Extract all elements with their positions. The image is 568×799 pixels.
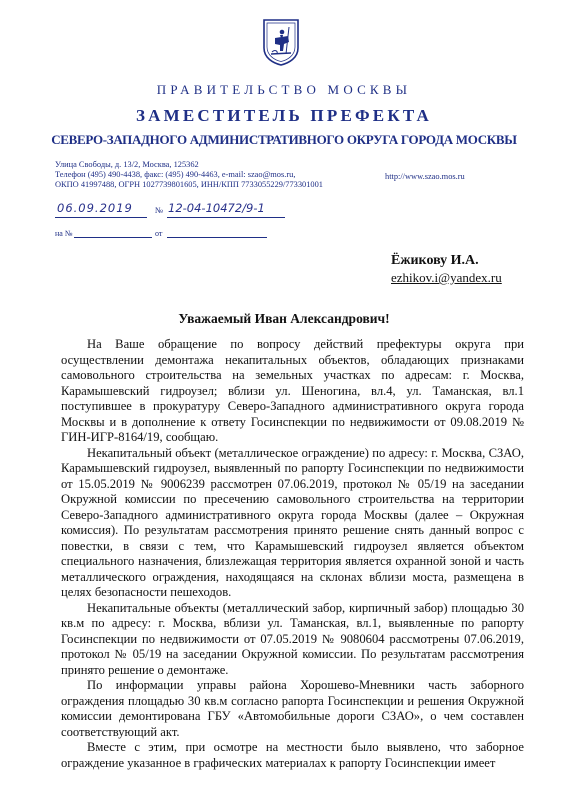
- outgoing-reference: [55, 201, 285, 219]
- contact-line: Телефон (495) 490-4438, факс: (495) 490-4463, e-mail: szao@mos.ru,: [55, 170, 296, 179]
- number-underline: [167, 217, 285, 218]
- handwritten-date: 06.09.2019: [57, 201, 133, 215]
- in-reply-label: на №: [55, 229, 73, 238]
- body-paragraph: Вместе с этим, при осмотре на местности было выявлено, что заборное ограждение указанное в графических материалах к рапорту Госинспекции имеет: [61, 740, 524, 770]
- incoming-reference: [55, 229, 285, 241]
- recipient-name: Ёжикову И.А.: [391, 253, 479, 268]
- date-underline: [55, 217, 147, 218]
- deputy-title: ЗАМЕСТИТЕЛЬ ПРЕФЕКТА: [135, 106, 433, 125]
- body-paragraph: По информации управы района Хорошево-Мневники часть заборного ограждения площадью 30 кв.м согласно рапорта Госинспекции и решения Окружной комиссии демонтирована ГБУ «Автомобильные дороги СЗАО», о чем составлен соответствующий акт.: [61, 678, 524, 739]
- salutation: Уважаемый Иван Александрович!: [178, 311, 390, 326]
- website-link[interactable]: http://www.szao.mos.ru: [385, 172, 465, 181]
- body-paragraph: Некапитальный объект (металлическое ограждение) по адресу: г. Москва, СЗАО, Карамышевский гидроузел, выявленный по рапорту Госинспекции по недвижимости от 15.05.2019 № 9006239 рассмотрен 07.06.2019, протокол № 05/19 на заседании Окружной комиссии по пресечению самовольного строительства на территории Северо-Западного административного округа города Москвы (далее – Окружная комиссия). По результатам рассмотрения принято решение снять данный вопрос с повестки, в связи с тем, что Карамышевский гидроузел является объектом специального назначения, близлежащая территория является охранной зоной и часть металлического ограждения, находящаяся на склонах вблизи моста, размещена в целях безопасности пешеходов.: [61, 445, 524, 599]
- district-title: СЕВЕРО-ЗАПАДНОГО АДМИНИСТРАТИВНОГО ОКРУГА ГОРОДА МОСКВЫ: [51, 132, 517, 147]
- from-label: от: [155, 229, 163, 238]
- body-paragraph: Некапитальные объекты (металлический забор, кирпичный забор) площадью 30 кв.м по адресу: г. Москва, вблизи ул. Таманская, вл.1, выявленные по рапорту Госинспекции по недвижимости от 07.05.2019 № 9080604 рассмотрены 07.06.2019, протокол № 05/19 на заседании Окружной комиссии. По результатам рассмотрения принято решение о демонтаже.: [61, 600, 524, 677]
- handwritten-number: 12-04-10472/9-1: [168, 201, 265, 215]
- government-title: ПРАВИТЕЛЬСТВО МОСКВЫ: [156, 82, 412, 97]
- address-line: Улица Свободы, д. 13/2, Москва, 125362: [55, 160, 199, 169]
- letter-body: [61, 337, 524, 771]
- moscow-coat-of-arms-icon: [262, 18, 300, 66]
- in-reply-line: [74, 237, 152, 238]
- body-paragraph: На Ваше обращение по вопросу действий префектуры округа при осуществлении демонтажа некапитальных объектов, обладающих признаками самовольного строительства на земельных участках по адресам: г. Москва, Карамышевский гидроузел; вблизи ул. Шеногина, вл.4, ул. Таманская, вл.1 поступившее в прокуратуру Северо-Западного административного округа города Москвы и в дополнение к ответу Госинспекции по недвижимости от 09.08.2019 № ГИН-ИГР-8164/19, сообщаю.: [61, 337, 524, 444]
- from-line: [167, 237, 267, 238]
- number-label: №: [155, 205, 164, 215]
- registration-line: ОКПО 41997488, ОГРН 1027739801605, ИНН/КПП 7733055229/773301001: [55, 180, 323, 189]
- recipient-email[interactable]: ezhikov.i@yandex.ru: [391, 270, 502, 285]
